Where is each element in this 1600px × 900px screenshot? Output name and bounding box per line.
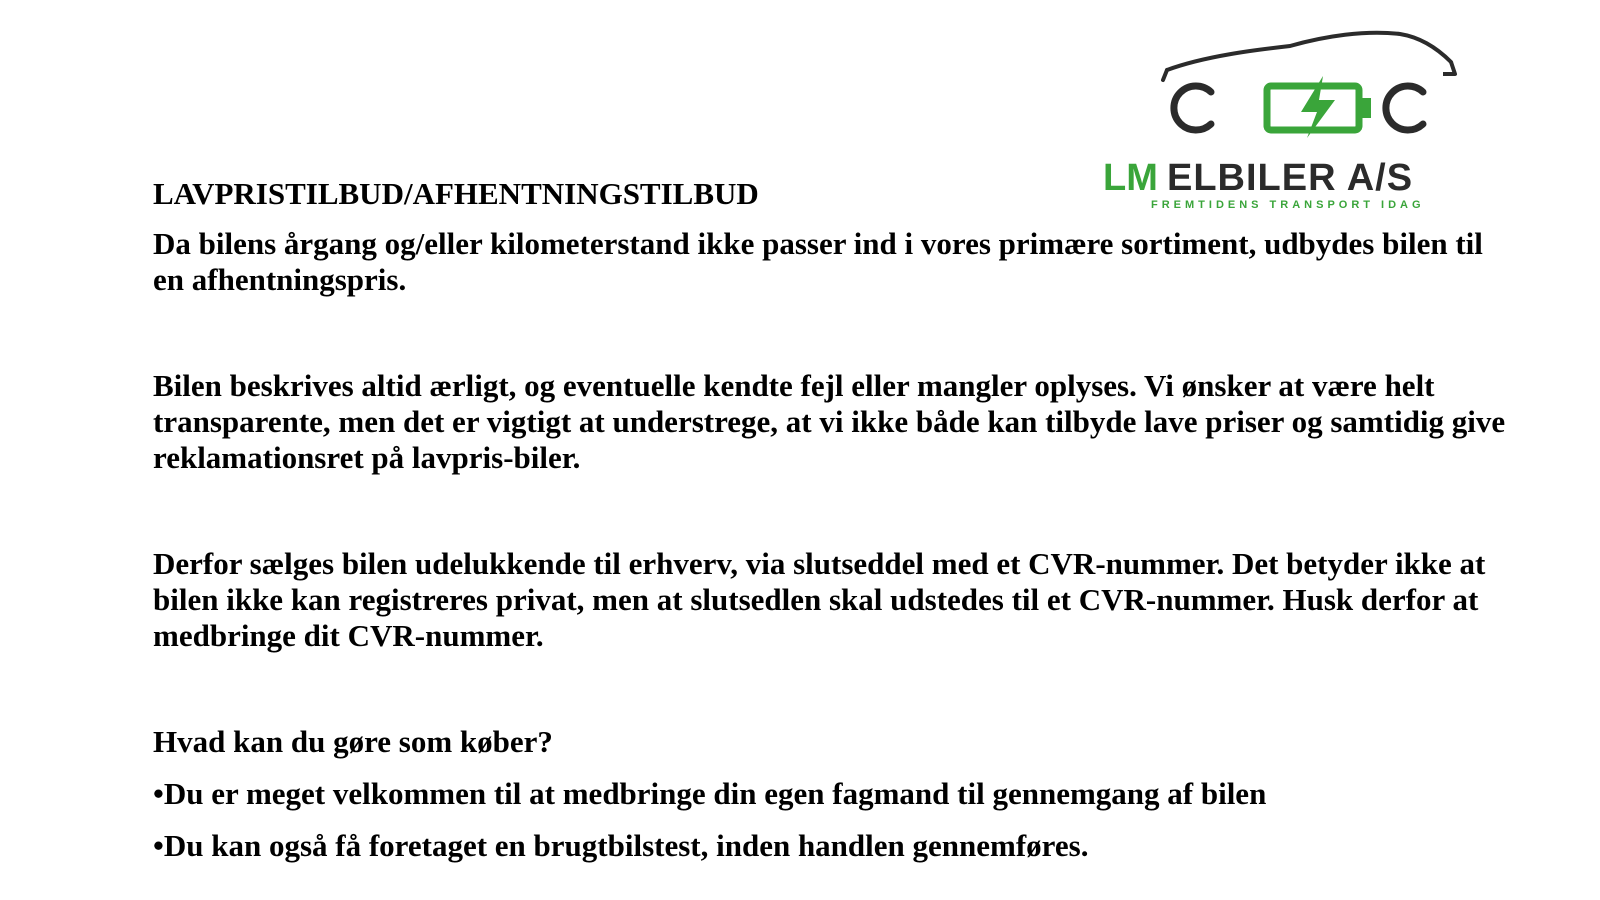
paragraph-intro: Da bilens årgang og/eller kilometerstand ikke passer ind i vores primære sortiment, udbydes bilen til en afhentningspris. [153, 226, 1483, 297]
logo-brand-primary: LM [1103, 157, 1158, 199]
document-body [153, 174, 1513, 866]
bullet-item: •Du er meget velkommen til at medbringe din egen fagmand til gennemgang af bilen [153, 776, 1267, 811]
paragraph-description: Bilen beskrives altid ærligt, og eventuelle kendte fejl eller mangler oplyses. Vi ønsker at være helt transparente, men det er vigtigt at understrege, at vi ikke både kan tilbyde lave priser og samtidig give reklamationsret på lavpris-biler. [153, 368, 1506, 475]
buyer-question: Hvad kan du gøre som køber? [153, 724, 553, 759]
paragraph-business-sale: Derfor sælges bilen udelukkende til erhverv, via slutseddel med et CVR-nummer. Det betyder ikke at bilen ikke kan registreres privat, men at slutsedlen skal udstedes til et CVR-nummer. Husk derfor at medbringe dit CVR-nummer. [153, 546, 1486, 653]
logo-brand-secondary: ELBILER A/S [1167, 157, 1414, 199]
bullet-item: •Du kan også få foretaget en brugtbilstest, inden handlen gennemføres. [153, 828, 1089, 863]
logo-tagline: FREMTIDENS TRANSPORT IDAG [1151, 199, 1425, 211]
page-title: LAVPRISTILBUD/AFHENTNINGSTILBUD [153, 176, 759, 211]
